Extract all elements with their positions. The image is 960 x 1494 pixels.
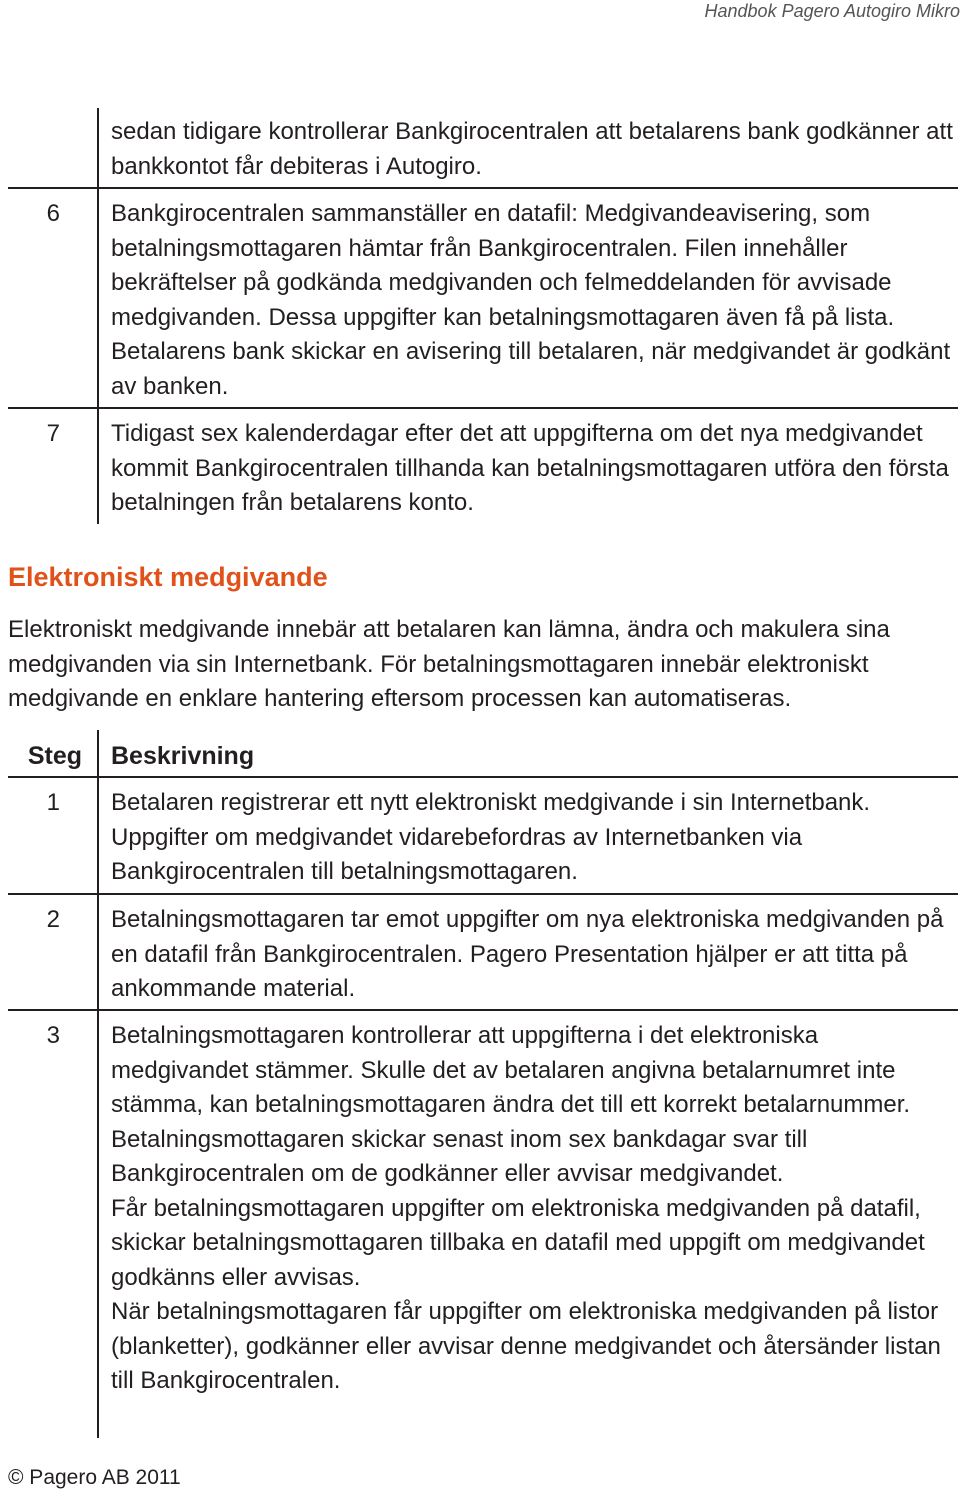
table-row <box>0 1019 960 1434</box>
step-paragraph: Får betalningsmottagaren uppgifter om elektroniska medgivanden på datafil, skickar betalningsmottagaren tillbaka en datafil med uppgift om medgivandet godkänns eller avvisas. <box>111 1194 925 1291</box>
step-row <box>0 115 960 185</box>
row-divider <box>8 187 958 189</box>
row-divider <box>8 407 958 409</box>
row-divider <box>8 1009 958 1011</box>
step-paragraph: Betalningsmottagaren skickar senast inom sex bankdagar svar till Bankgirocentralen om de godkänner eller avvisar medgivandet. <box>111 1125 808 1187</box>
copyright-footer: © Pagero AB 2011 <box>8 1466 181 1489</box>
step-paragraph: Betalningsmottagaren kontrollerar att uppgifterna i det elektroniska medgivandet stämmer. Skulle det av betalaren angivna betalarnumret inte stämma, kan betalningsmottagaren ändra det till ett korrekt betalarnummer. <box>111 1022 911 1118</box>
section-intro: Elektroniskt medgivande innebär att betalaren kan lämna, ändra och makulera sina medgivanden via sin Internetbank. För betalningsmottagaren innebär elektroniskt medgivande en enklare hantering eftersom processen kan automatiseras. <box>8 616 890 712</box>
step-number: 6 <box>46 200 60 227</box>
table-row <box>0 903 960 1007</box>
step-paragraph: När betalningsmottagaren får uppgifter om elektroniska medgivanden på listor (blanketter), godkänner eller avvisar denne medgivandet och återsänder listan till Bankgirocentralen. <box>111 1298 941 1394</box>
row-divider <box>8 893 958 895</box>
section-heading: Elektroniskt medgivande <box>8 562 328 592</box>
step-paragraph: Betalningsmottagaren tar emot uppgifter om nya elektroniska medgivanden på en datafil från Bankgirocentralen. Pagero Presentation hjälper er att titta på ankommande material. <box>111 906 944 1002</box>
header-divider <box>8 776 958 778</box>
table-header <box>0 738 960 778</box>
step-description: sedan tidigare kontrollerar Bankgirocentralen att betalarens bank godkänner att bankkontot får debiteras i Autogiro. <box>111 118 953 180</box>
step-row <box>0 197 960 404</box>
step-description <box>111 1019 956 1399</box>
column-header-step: Steg <box>27 742 82 770</box>
step-number: 7 <box>46 420 60 447</box>
step-number: 1 <box>46 789 60 816</box>
step-description <box>111 903 956 1007</box>
step-number: 2 <box>46 906 60 933</box>
table-row <box>0 786 960 890</box>
step-row <box>0 417 960 522</box>
running-head: Handbok Pagero Autogiro Mikro <box>704 1 960 21</box>
step-paragraph: Betalaren registrerar ett nytt elektroniskt medgivande i sin Internetbank. Uppgifter om medgivandet vidarebefordras av Internetbanken via Bankgirocentralen till betalningsmottagaren. <box>111 789 871 885</box>
step-number: 3 <box>46 1022 60 1049</box>
step-description: Bankgirocentralen sammanställer en datafil: Medgivandeavisering, som betalningsmottagaren hämtar från Bankgirocentralen. Filen innehåller bekräftelser på godkända medgivanden och felmeddelanden för avvisade medgivanden. Dessa uppgifter kan betalningsmottagaren även få på lista. Betalarens bank skickar en avisering till betalaren, när medgivandet är godkänt av banken. <box>111 200 951 400</box>
step-description: Tidigast sex kalenderdagar efter det att uppgifterna om det nya medgivandet kommit Bankgirocentralen tillhanda kan betalningsmottagaren utföra den första betalningen från betalarens konto. <box>111 420 949 516</box>
step-description <box>111 786 956 890</box>
column-header-description: Beskrivning <box>111 742 255 770</box>
